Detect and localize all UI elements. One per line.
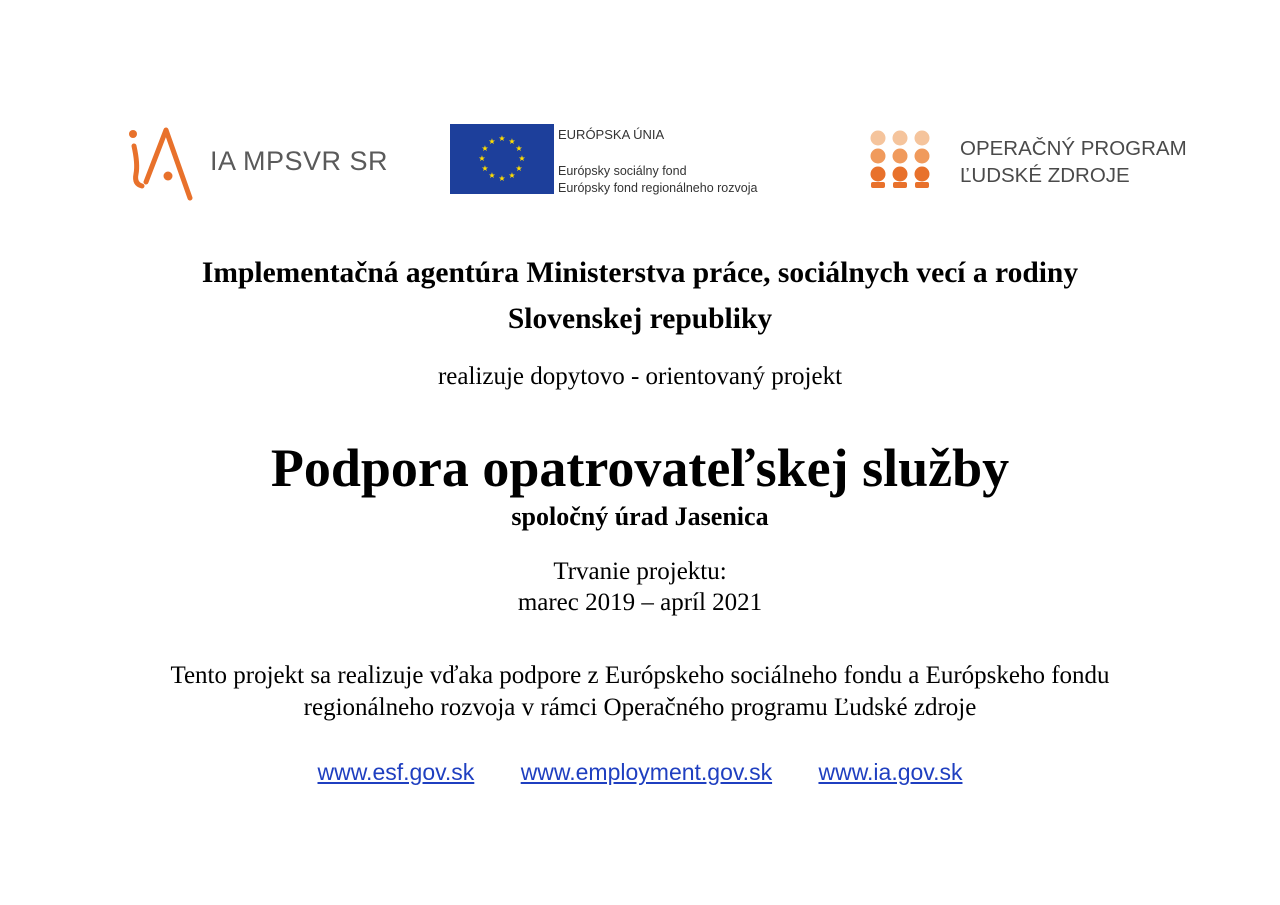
- op-logo-line-2: ĽUDSKÉ ZDROJE: [960, 164, 1130, 187]
- project-type-text: realizuje dopytovo - orientovaný projekt: [437, 363, 843, 390]
- eu-fund-line-2: Európsky fond regionálneho rozvoja: [558, 181, 758, 195]
- svg-text:★: ★: [488, 137, 496, 146]
- svg-text:★: ★: [498, 174, 506, 183]
- links-row: [0, 759, 1280, 786]
- project-subtitle: spoločný úrad Jasenica: [511, 502, 769, 531]
- op-ludske-zdroje-logo: [868, 128, 1188, 198]
- link-esf[interactable]: www.esf.gov.sk: [317, 759, 475, 785]
- duration-label: Trvanie projektu:: [553, 558, 727, 585]
- duration-value: marec 2019 – apríl 2021: [517, 589, 763, 616]
- eu-logo: [450, 124, 810, 199]
- svg-text:★: ★: [515, 164, 523, 173]
- svg-text:★: ★: [515, 144, 523, 153]
- link-ia[interactable]: www.ia.gov.sk: [818, 759, 963, 785]
- logo-row: [0, 120, 1280, 210]
- op-logo-line-1: OPERAČNÝ PROGRAM: [960, 137, 1187, 160]
- eu-title: EURÓPSKA ÚNIA: [558, 127, 665, 142]
- svg-text:★: ★: [508, 137, 516, 146]
- svg-text:★: ★: [488, 171, 496, 180]
- op-dots-icon: [868, 128, 934, 192]
- svg-text:★: ★: [481, 144, 489, 153]
- svg-text:★: ★: [518, 154, 526, 163]
- svg-text:★: ★: [478, 154, 486, 163]
- svg-text:★: ★: [508, 171, 516, 180]
- funding-text-line-1: Tento projekt sa realizuje vďaka podpore z Európskeho sociálneho fondu a Európskeho fondu: [170, 662, 1110, 689]
- svg-text:★: ★: [481, 164, 489, 173]
- organization-name-line-2: Slovenskej republiky: [507, 303, 773, 335]
- ia-logo-text: IA MPSVR SR: [210, 146, 389, 176]
- organization-name-line-1: Implementačná agentúra Ministerstva práce, sociálnych vecí a rodiny: [201, 257, 1079, 289]
- ia-logo-icon: [128, 124, 208, 204]
- svg-text:★: ★: [498, 134, 506, 143]
- eu-fund-line-1: Európsky sociálny fond: [558, 164, 687, 178]
- project-title: Podpora opatrovateľskej služby: [270, 438, 1010, 498]
- link-employment[interactable]: www.employment.gov.sk: [520, 759, 773, 785]
- funding-text-line-2: regionálneho rozvoja v rámci Operačného programu Ľudské zdroje: [303, 694, 977, 721]
- eu-flag-icon: [450, 124, 554, 194]
- ia-mpsvr-logo: [128, 124, 388, 204]
